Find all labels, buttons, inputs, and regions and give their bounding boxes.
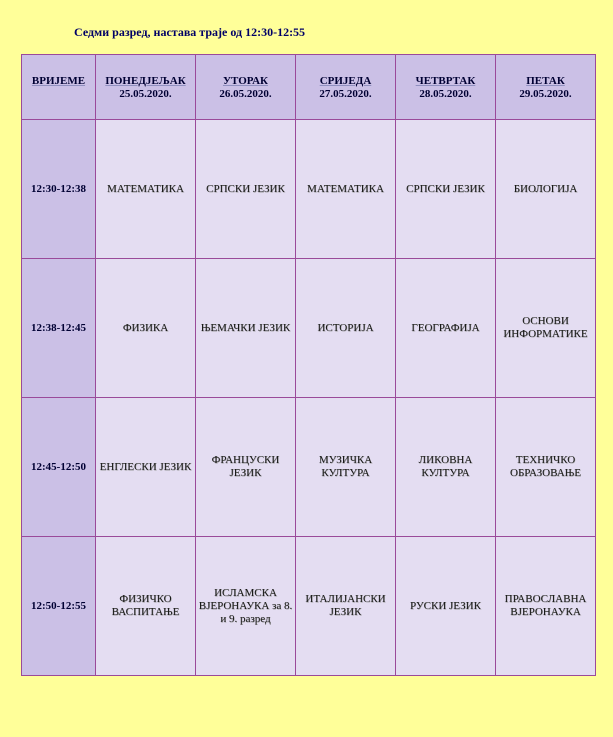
subject-cell: БИОЛОГИЈА xyxy=(496,120,596,259)
day-date: 28.05.2020. xyxy=(419,88,472,100)
time-cell: 12:30-12:38 xyxy=(22,120,96,259)
time-cell: 12:38-12:45 xyxy=(22,259,96,398)
header-day-friday xyxy=(496,55,596,120)
header-day-tuesday xyxy=(196,55,296,120)
subject-cell: ЊЕМАЧКИ ЈЕЗИК xyxy=(196,259,296,398)
day-name: ПЕТАК xyxy=(526,75,565,87)
header-row xyxy=(22,55,596,120)
day-date: 26.05.2020. xyxy=(219,88,272,100)
header-time-label: ВРИЈЕМЕ xyxy=(31,75,86,87)
subject-cell: ЛИКОВНА КУЛТУРА xyxy=(396,398,496,537)
subject-cell: ИСЛАМСКА ВЈЕРОНАУКА за 8. и 9. разред xyxy=(196,537,296,676)
schedule-table xyxy=(21,54,596,676)
day-date: 29.05.2020. xyxy=(519,88,572,100)
header-time xyxy=(22,55,96,120)
table-row xyxy=(22,398,596,537)
day-name: СРИЈЕДА xyxy=(319,75,372,87)
subject-cell: ИТАЛИЈАНСКИ ЈЕЗИК xyxy=(296,537,396,676)
subject-cell: ЕНГЛЕСКИ ЈЕЗИК xyxy=(96,398,196,537)
day-name: УТОРАК xyxy=(222,75,269,87)
table-row xyxy=(22,120,596,259)
table-row xyxy=(22,537,596,676)
header-day-wednesday xyxy=(296,55,396,120)
subject-cell: ТЕХНИЧКО ОБРАЗОВАЊЕ xyxy=(496,398,596,537)
subject-cell: СРПСКИ ЈЕЗИК xyxy=(396,120,496,259)
subject-cell: РУСКИ ЈЕЗИК xyxy=(396,537,496,676)
subject-cell: МУЗИЧКА КУЛТУРА xyxy=(296,398,396,537)
subject-cell: ФРАНЦУСКИ ЈЕЗИК xyxy=(196,398,296,537)
table-row xyxy=(22,259,596,398)
subject-cell: ФИЗИЧКО ВАСПИТАЊЕ xyxy=(96,537,196,676)
time-cell: 12:50-12:55 xyxy=(22,537,96,676)
day-date: 27.05.2020. xyxy=(319,88,372,100)
time-cell: 12:45-12:50 xyxy=(22,398,96,537)
day-date: 25.05.2020. xyxy=(119,88,172,100)
subject-cell: МАТЕМАТИКА xyxy=(96,120,196,259)
subject-cell: ПРАВОСЛАВНА ВЈЕРОНАУКА xyxy=(496,537,596,676)
day-name: ПОНЕДЈЕЉАК xyxy=(105,75,186,87)
day-name: ЧЕТВРТАК xyxy=(415,75,476,87)
page-title: Седми разред, настава траје од 12:30-12:55 xyxy=(74,25,306,39)
subject-cell: СРПСКИ ЈЕЗИК xyxy=(196,120,296,259)
header-day-thursday xyxy=(396,55,496,120)
subject-cell: ФИЗИКА xyxy=(96,259,196,398)
subject-cell: ИСТОРИЈА xyxy=(296,259,396,398)
subject-cell: МАТЕМАТИКА xyxy=(296,120,396,259)
subject-cell: ОСНОВИ ИНФОРМАТИКЕ xyxy=(496,259,596,398)
subject-cell: ГЕОГРАФИЈА xyxy=(396,259,496,398)
header-day-monday xyxy=(96,55,196,120)
